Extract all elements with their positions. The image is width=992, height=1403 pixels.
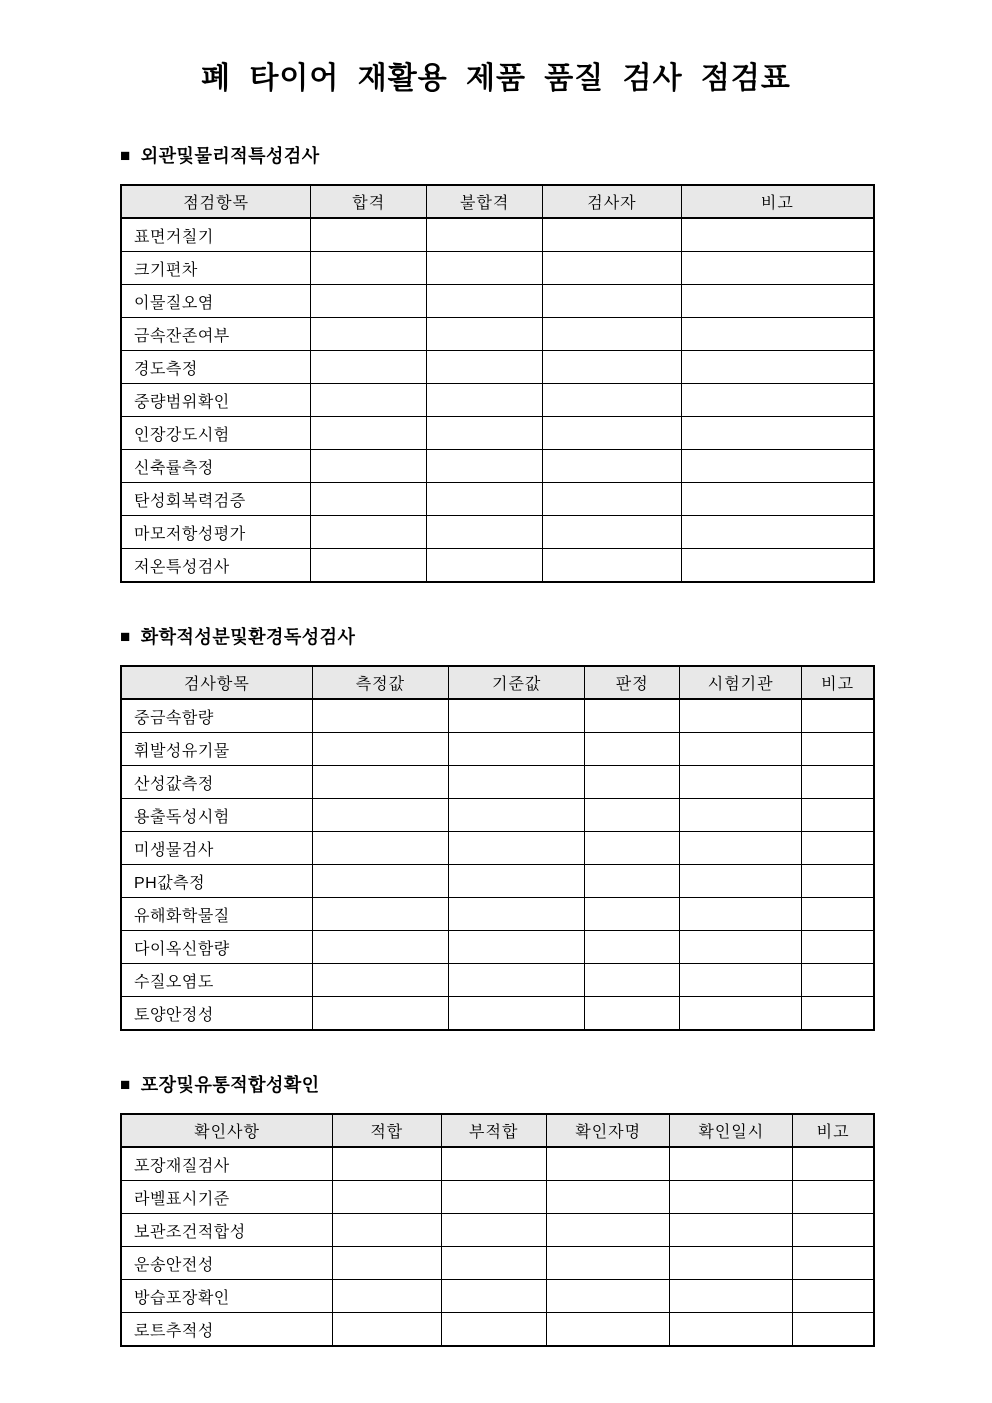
blank-fill-cell <box>449 832 585 865</box>
blank-fill-cell <box>333 1147 441 1181</box>
blank-fill-cell <box>546 1247 669 1280</box>
blank-fill-cell <box>427 351 543 384</box>
form-section <box>120 1075 875 1347</box>
column-header: 적합 <box>333 1114 441 1147</box>
blank-fill-cell <box>585 799 680 832</box>
blank-fill-cell <box>681 285 874 318</box>
blank-fill-cell <box>311 516 427 549</box>
row-label: 중량범위확인 <box>121 384 311 417</box>
row-label: 저온특성검사 <box>121 549 311 583</box>
blank-fill-cell <box>311 318 427 351</box>
blank-fill-cell <box>311 218 427 252</box>
blank-fill-cell <box>546 1280 669 1313</box>
blank-fill-cell <box>680 898 802 931</box>
row-label: 로트추적성 <box>121 1313 333 1347</box>
blank-fill-cell <box>585 832 680 865</box>
blank-fill-cell <box>546 1313 669 1347</box>
blank-fill-cell <box>311 384 427 417</box>
row-label: 탄성회복력검증 <box>121 483 311 516</box>
blank-fill-cell <box>333 1247 441 1280</box>
table-row <box>121 799 874 832</box>
row-label: 경도측정 <box>121 351 311 384</box>
column-header: 비고 <box>793 1114 874 1147</box>
column-header: 기준값 <box>449 666 585 699</box>
table-row <box>121 898 874 931</box>
table-row <box>121 1247 874 1280</box>
row-label: 인장강도시험 <box>121 417 311 450</box>
blank-fill-cell <box>585 699 680 733</box>
table-row <box>121 384 874 417</box>
blank-fill-cell <box>802 865 874 898</box>
row-label: 중금속함량 <box>121 699 312 733</box>
blank-fill-cell <box>441 1181 546 1214</box>
blank-fill-cell <box>670 1280 793 1313</box>
blank-fill-cell <box>802 832 874 865</box>
header-row <box>121 185 874 218</box>
blank-fill-cell <box>543 384 682 417</box>
column-header: 검사항목 <box>121 666 312 699</box>
column-header: 합격 <box>311 185 427 218</box>
row-label: 라벨표시기준 <box>121 1181 333 1214</box>
column-header: 확인자명 <box>546 1114 669 1147</box>
table-row <box>121 699 874 733</box>
blank-fill-cell <box>546 1181 669 1214</box>
row-label: 포장재질검사 <box>121 1147 333 1181</box>
form-sections <box>120 146 875 1347</box>
table-row <box>121 733 874 766</box>
blank-fill-cell <box>681 417 874 450</box>
blank-fill-cell <box>680 733 802 766</box>
row-label: 수질오염도 <box>121 964 312 997</box>
filled-square-icon: ■ <box>120 146 131 165</box>
blank-fill-cell <box>333 1313 441 1347</box>
column-header: 부적합 <box>441 1114 546 1147</box>
blank-fill-cell <box>427 450 543 483</box>
blank-fill-cell <box>449 931 585 964</box>
table-row <box>121 417 874 450</box>
blank-fill-cell <box>802 766 874 799</box>
blank-fill-cell <box>312 733 448 766</box>
blank-fill-cell <box>681 516 874 549</box>
blank-fill-cell <box>680 766 802 799</box>
column-header: 불합격 <box>427 185 543 218</box>
blank-fill-cell <box>311 450 427 483</box>
blank-fill-cell <box>311 417 427 450</box>
blank-fill-cell <box>441 1313 546 1347</box>
blank-fill-cell <box>333 1181 441 1214</box>
blank-fill-cell <box>585 898 680 931</box>
checklist-table <box>120 184 875 583</box>
blank-fill-cell <box>793 1147 874 1181</box>
blank-fill-cell <box>449 898 585 931</box>
blank-fill-cell <box>449 799 585 832</box>
blank-fill-cell <box>427 384 543 417</box>
blank-fill-cell <box>681 252 874 285</box>
blank-fill-cell <box>680 799 802 832</box>
blank-fill-cell <box>680 699 802 733</box>
row-label: 표면거칠기 <box>121 218 311 252</box>
blank-fill-cell <box>680 832 802 865</box>
filled-square-icon: ■ <box>120 1075 131 1094</box>
table-row <box>121 1214 874 1247</box>
table-row <box>121 351 874 384</box>
blank-fill-cell <box>312 964 448 997</box>
blank-fill-cell <box>681 549 874 583</box>
blank-fill-cell <box>333 1214 441 1247</box>
row-label: 금속잔존여부 <box>121 318 311 351</box>
blank-fill-cell <box>793 1181 874 1214</box>
blank-fill-cell <box>311 483 427 516</box>
blank-fill-cell <box>427 516 543 549</box>
row-label: 마모저항성평가 <box>121 516 311 549</box>
blank-fill-cell <box>670 1147 793 1181</box>
blank-fill-cell <box>585 931 680 964</box>
blank-fill-cell <box>449 997 585 1031</box>
blank-fill-cell <box>312 799 448 832</box>
blank-fill-cell <box>802 799 874 832</box>
table-row <box>121 218 874 252</box>
blank-fill-cell <box>802 931 874 964</box>
table-row <box>121 1147 874 1181</box>
blank-fill-cell <box>670 1181 793 1214</box>
section-heading-label: 포장및유통적합성확인 <box>140 1075 320 1095</box>
blank-fill-cell <box>793 1280 874 1313</box>
blank-fill-cell <box>546 1214 669 1247</box>
blank-fill-cell <box>449 733 585 766</box>
blank-fill-cell <box>802 699 874 733</box>
blank-fill-cell <box>312 699 448 733</box>
blank-fill-cell <box>546 1147 669 1181</box>
blank-fill-cell <box>441 1280 546 1313</box>
column-header: 점검항목 <box>121 185 311 218</box>
table-row <box>121 1181 874 1214</box>
blank-fill-cell <box>543 285 682 318</box>
blank-fill-cell <box>311 351 427 384</box>
page-title: 폐 타이어 재활용 제품 품질 검사 점검표 <box>201 62 791 95</box>
row-label: 크기편차 <box>121 252 311 285</box>
blank-fill-cell <box>427 417 543 450</box>
blank-fill-cell <box>680 931 802 964</box>
blank-fill-cell <box>449 766 585 799</box>
table-row <box>121 516 874 549</box>
blank-fill-cell <box>311 285 427 318</box>
blank-fill-cell <box>543 252 682 285</box>
blank-fill-cell <box>427 549 543 583</box>
column-header: 확인일시 <box>670 1114 793 1147</box>
blank-fill-cell <box>312 766 448 799</box>
blank-fill-cell <box>585 865 680 898</box>
blank-fill-cell <box>312 898 448 931</box>
blank-fill-cell <box>670 1214 793 1247</box>
table-row <box>121 450 874 483</box>
blank-fill-cell <box>543 516 682 549</box>
section-heading <box>120 627 875 648</box>
blank-fill-cell <box>543 417 682 450</box>
blank-fill-cell <box>802 964 874 997</box>
form-section <box>120 146 875 583</box>
blank-fill-cell <box>681 351 874 384</box>
row-label: 토양안정성 <box>121 997 312 1031</box>
blank-fill-cell <box>441 1247 546 1280</box>
header-row <box>121 666 874 699</box>
blank-fill-cell <box>681 384 874 417</box>
blank-fill-cell <box>312 997 448 1031</box>
blank-fill-cell <box>585 964 680 997</box>
form-section <box>120 627 875 1031</box>
blank-fill-cell <box>680 964 802 997</box>
blank-fill-cell <box>793 1214 874 1247</box>
blank-fill-cell <box>312 832 448 865</box>
blank-fill-cell <box>441 1214 546 1247</box>
blank-fill-cell <box>543 218 682 252</box>
column-header: 검사자 <box>543 185 682 218</box>
blank-fill-cell <box>312 865 448 898</box>
table-row <box>121 252 874 285</box>
blank-fill-cell <box>333 1280 441 1313</box>
table-row <box>121 931 874 964</box>
row-label: 용출독성시험 <box>121 799 312 832</box>
filled-square-icon: ■ <box>120 627 131 646</box>
checklist-table <box>120 1113 875 1347</box>
table-row <box>121 285 874 318</box>
table-row <box>121 997 874 1031</box>
blank-fill-cell <box>543 450 682 483</box>
row-label: 산성값측정 <box>121 766 312 799</box>
row-label: 운송안전성 <box>121 1247 333 1280</box>
blank-fill-cell <box>680 997 802 1031</box>
column-header: 판정 <box>585 666 680 699</box>
checklist-table <box>120 665 875 1031</box>
table-row <box>121 318 874 351</box>
blank-fill-cell <box>441 1147 546 1181</box>
blank-fill-cell <box>793 1247 874 1280</box>
table-row <box>121 964 874 997</box>
row-label: PH값측정 <box>121 865 312 898</box>
table-row <box>121 865 874 898</box>
table-row <box>121 766 874 799</box>
row-label: 보관조건적합성 <box>121 1214 333 1247</box>
blank-fill-cell <box>670 1247 793 1280</box>
section-heading-label: 화학적성분및환경독성검사 <box>140 627 356 647</box>
section-heading <box>120 1075 875 1096</box>
blank-fill-cell <box>427 285 543 318</box>
row-label: 유해화학물질 <box>121 898 312 931</box>
row-label: 신축률측정 <box>121 450 311 483</box>
section-heading <box>120 146 875 167</box>
blank-fill-cell <box>670 1313 793 1347</box>
section-heading-label: 외관및물리적특성검사 <box>140 146 320 166</box>
blank-fill-cell <box>802 898 874 931</box>
blank-fill-cell <box>449 964 585 997</box>
blank-fill-cell <box>802 733 874 766</box>
blank-fill-cell <box>543 318 682 351</box>
blank-fill-cell <box>543 483 682 516</box>
blank-fill-cell <box>793 1313 874 1347</box>
blank-fill-cell <box>681 218 874 252</box>
row-label: 이물질오염 <box>121 285 311 318</box>
column-header: 비고 <box>681 185 874 218</box>
table-row <box>121 1280 874 1313</box>
blank-fill-cell <box>585 766 680 799</box>
blank-fill-cell <box>427 483 543 516</box>
blank-fill-cell <box>427 252 543 285</box>
blank-fill-cell <box>543 549 682 583</box>
table-row <box>121 832 874 865</box>
row-label: 미생물검사 <box>121 832 312 865</box>
column-header: 시험기관 <box>680 666 802 699</box>
column-header: 비고 <box>802 666 874 699</box>
row-label: 방습포장확인 <box>121 1280 333 1313</box>
blank-fill-cell <box>427 218 543 252</box>
blank-fill-cell <box>585 997 680 1031</box>
row-label: 휘발성유기물 <box>121 733 312 766</box>
blank-fill-cell <box>802 997 874 1031</box>
blank-fill-cell <box>681 318 874 351</box>
blank-fill-cell <box>681 483 874 516</box>
column-header: 확인사항 <box>121 1114 333 1147</box>
table-row <box>121 483 874 516</box>
blank-fill-cell <box>311 549 427 583</box>
table-row <box>121 549 874 583</box>
blank-fill-cell <box>449 865 585 898</box>
blank-fill-cell <box>680 865 802 898</box>
blank-fill-cell <box>449 699 585 733</box>
blank-fill-cell <box>585 733 680 766</box>
blank-fill-cell <box>312 931 448 964</box>
blank-fill-cell <box>311 252 427 285</box>
column-header: 측정값 <box>312 666 448 699</box>
table-row <box>121 1313 874 1347</box>
blank-fill-cell <box>543 351 682 384</box>
row-label: 다이옥신함량 <box>121 931 312 964</box>
blank-fill-cell <box>427 318 543 351</box>
header-row <box>121 1114 874 1147</box>
blank-fill-cell <box>681 450 874 483</box>
